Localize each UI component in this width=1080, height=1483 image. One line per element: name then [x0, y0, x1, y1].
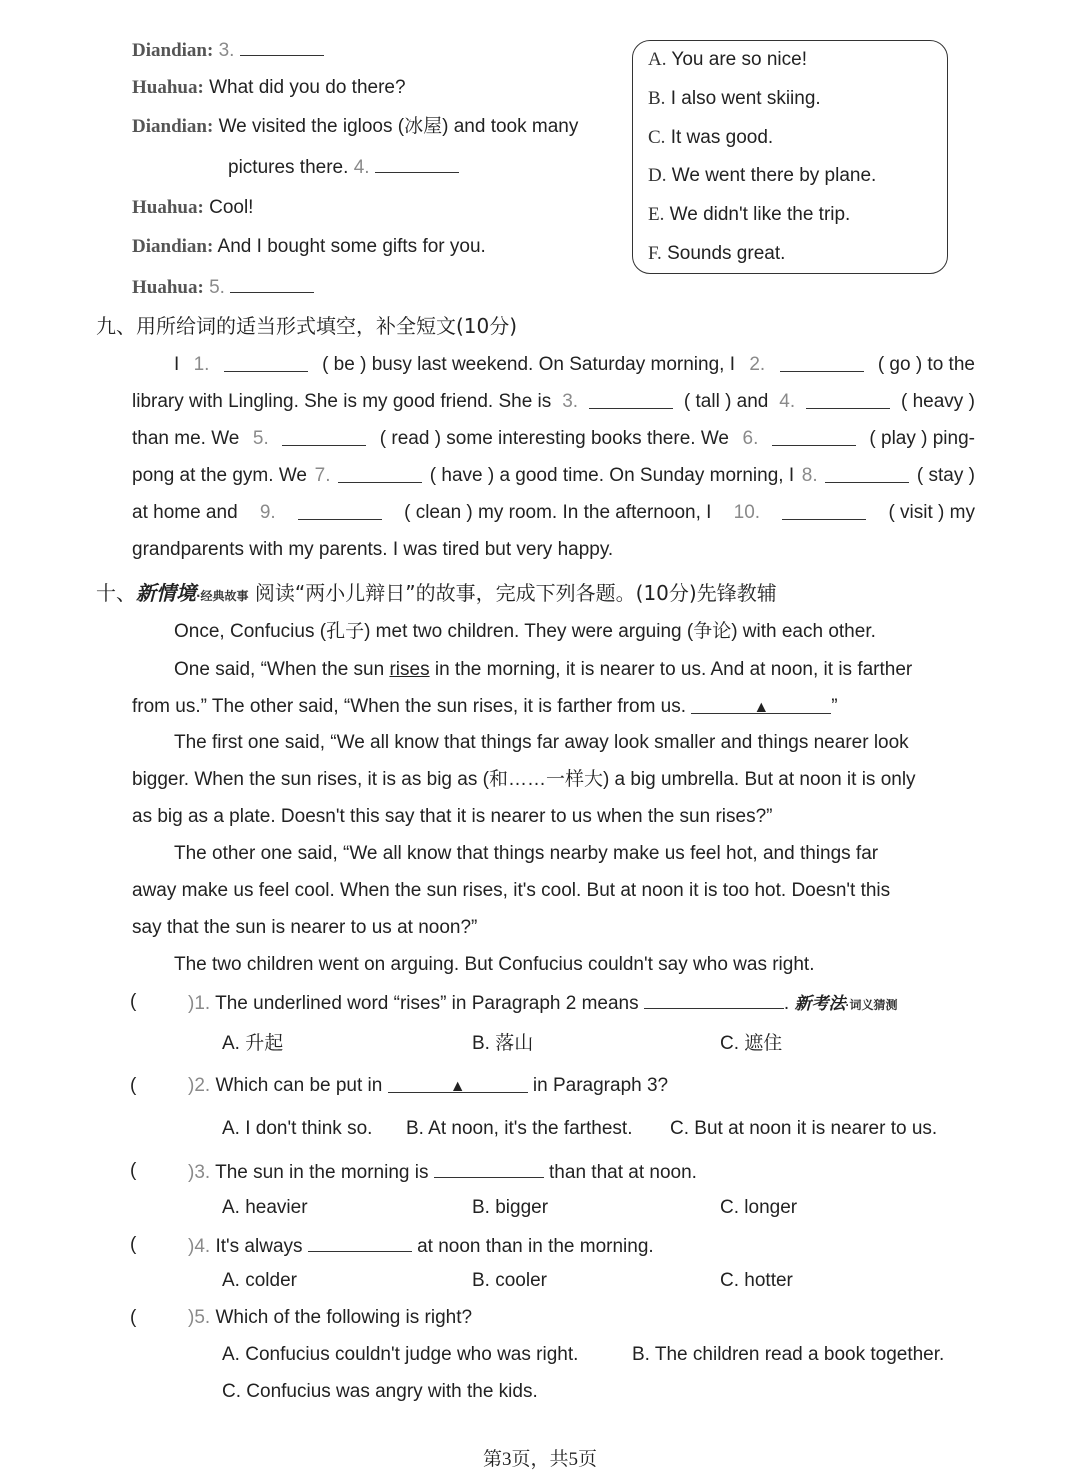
question-number: 3.: [218, 40, 235, 61]
question-number: 9.: [259, 502, 276, 523]
answer-blank[interactable]: [240, 37, 324, 56]
story-text: in the morning, it is nearer to us. And at noon, it is farther: [434, 659, 913, 680]
answer-paren[interactable]: (: [130, 1075, 137, 1096]
question-text: than that at noon.: [549, 1162, 697, 1183]
answer-blank[interactable]: [298, 501, 382, 520]
cloze-text: pong at the gym. We: [132, 465, 307, 486]
option-text: We went there by plane.: [671, 165, 877, 186]
option-c: [648, 126, 773, 150]
question-number: )5.: [188, 1307, 211, 1328]
question-text: in Paragraph 3?: [532, 1075, 669, 1096]
choice-a[interactable]: A. 升起: [222, 1033, 284, 1054]
question-number: 7.: [314, 465, 331, 486]
answer-blank[interactable]: [338, 464, 422, 483]
cloze-text: ( have ) a good time. On Sunday morning, I: [429, 465, 795, 486]
option-label: D.: [648, 165, 667, 186]
dialogue-text: What did you do there?: [209, 77, 406, 98]
question-4: [188, 1233, 654, 1259]
choice-c[interactable]: C. Confucius was angry with the kids.: [222, 1381, 538, 1402]
dialogue-line-2: [132, 76, 406, 100]
section-10-title: [96, 580, 777, 609]
question-number: 4.: [779, 391, 796, 412]
answer-blank[interactable]: [691, 695, 831, 714]
cloze-line-3: [132, 427, 975, 451]
question-number: 6.: [742, 428, 759, 449]
option-text: You are so nice!: [671, 49, 807, 70]
answer-paren[interactable]: (: [130, 1160, 137, 1181]
tag-new-context: 新情境: [136, 581, 196, 605]
story-paragraph-1: Once, Confucius (孔子) met two children. They were arguing (争论) with each other.: [174, 621, 876, 642]
choice-c[interactable]: C. longer: [720, 1197, 798, 1218]
question-number: )1.: [188, 993, 211, 1014]
answer-blank[interactable]: [282, 427, 366, 446]
question-number: )3.: [188, 1162, 211, 1183]
speaker: Diandian:: [132, 116, 214, 137]
story-paragraph-5: The two children went on arguing. But Confucius couldn't say who was right.: [174, 954, 815, 975]
choice-b[interactable]: B. 落山: [472, 1033, 534, 1054]
story-paragraph-4-line-2: away make us feel cool. When the sun rises, it's cool. But at noon it is too hot. Doesn't this: [132, 880, 891, 901]
speaker: Huahua:: [132, 277, 204, 298]
question-3: [188, 1159, 697, 1185]
question-2: [188, 1074, 668, 1098]
question-1: [188, 990, 897, 1017]
choice-b[interactable]: B. bigger: [472, 1197, 549, 1218]
dialogue-line-1: [132, 37, 324, 63]
question-number: 8.: [801, 465, 818, 486]
answer-blank[interactable]: [644, 990, 784, 1009]
answer-blank[interactable]: [780, 353, 864, 372]
answer-blank[interactable]: [308, 1233, 412, 1252]
answer-blank[interactable]: [782, 501, 866, 520]
option-label: C.: [648, 127, 666, 148]
dialogue-line-4: [228, 154, 459, 180]
dialogue-text: Cool!: [209, 197, 254, 218]
story-text: from us.” The other said, “When the sun rises, it is farther from us.: [132, 696, 687, 717]
question-number: 4.: [353, 157, 370, 178]
story-paragraph-2-line-1: [174, 658, 912, 682]
dialogue-line-7: [132, 274, 314, 300]
dialogue-line-6: [132, 235, 486, 259]
choice-c[interactable]: C. hotter: [720, 1270, 793, 1291]
answer-blank[interactable]: [230, 274, 314, 293]
answer-paren[interactable]: (: [130, 1307, 137, 1328]
answer-blank[interactable]: [806, 390, 890, 409]
speaker: Diandian:: [132, 40, 214, 61]
cloze-line-1: [132, 353, 975, 377]
page-footer: 第3页，共5页: [482, 1449, 597, 1470]
cloze-text: ( read ) some interesting books there. We: [379, 428, 729, 449]
story-text: One said, “When the sun: [174, 659, 385, 680]
question-text: Which of the following is right?: [215, 1307, 473, 1328]
cloze-line-5: [132, 501, 975, 525]
dialogue-line-5: [132, 196, 253, 220]
question-number: 3.: [562, 391, 579, 412]
option-text: I also went skiing.: [670, 88, 821, 109]
choice-a[interactable]: A. colder: [222, 1270, 297, 1291]
cloze-text: ( be ) busy last weekend. On Saturday morning, I: [322, 354, 736, 375]
triangle-marker-icon: ▲: [449, 1078, 466, 1095]
close-quote: ”: [831, 696, 838, 717]
option-f: [648, 242, 785, 266]
section-9-title: 九、用所给词的适当形式填空，补全短文(10分): [96, 314, 518, 338]
section-title-text: 阅读“两小儿辩日”的故事，完成下列各题。(10分)先锋教辅: [254, 581, 777, 605]
question-text: at noon than in the morning.: [417, 1236, 654, 1257]
cloze-text: ( clean ) my room. In the afternoon, I: [404, 502, 712, 523]
option-label: B.: [648, 88, 666, 109]
underlined-word: rises: [389, 659, 430, 680]
question-number: 10.: [733, 502, 761, 523]
option-a: [648, 48, 807, 72]
cloze-text: at home and: [132, 502, 238, 523]
story-paragraph-3-line-1: The first one said, “We all know that things far away look smaller and things nearer look: [174, 732, 909, 753]
answer-blank[interactable]: [825, 464, 909, 483]
answer-blank[interactable]: [434, 1159, 544, 1178]
question-text: It's always: [215, 1236, 303, 1257]
question-5: [188, 1306, 472, 1330]
option-e: [648, 203, 850, 227]
story-paragraph-4-line-3: say that the sun is nearer to us at noon?”: [132, 917, 478, 938]
speaker: Diandian:: [132, 236, 214, 257]
section-number: 十、: [96, 581, 136, 605]
answer-paren[interactable]: (: [130, 1234, 137, 1255]
dialogue-text: pictures there.: [228, 157, 349, 178]
choice-b[interactable]: B. At noon, it's the farthest.: [406, 1118, 633, 1139]
option-d: [648, 164, 876, 188]
answer-blank[interactable]: [589, 390, 673, 409]
triangle-marker-icon: ▲: [753, 699, 770, 716]
question-number: )4.: [188, 1236, 211, 1257]
cloze-text: library with Lingling. She is my good friend. She is: [132, 391, 552, 412]
cloze-text: ( go ) to the: [877, 354, 975, 375]
answer-blank[interactable]: [772, 427, 856, 446]
choice-a[interactable]: A. I don't think so.: [222, 1118, 373, 1139]
option-label: A.: [648, 49, 667, 70]
answer-blank[interactable]: [224, 353, 308, 372]
option-text: We didn't like the trip.: [669, 204, 851, 225]
question-text: The underlined word “rises” in Paragraph 2 means: [215, 993, 639, 1014]
option-label: E.: [648, 204, 665, 225]
cloze-text: I: [174, 354, 180, 375]
question-number: 5.: [209, 277, 225, 298]
option-b: [648, 87, 821, 111]
cloze-text: ( heavy ): [901, 391, 975, 412]
question-text: Which can be put in: [215, 1075, 383, 1096]
dialogue-line-3: [132, 115, 578, 139]
tag-classic-story: ·经典故事: [196, 589, 249, 603]
answer-blank[interactable]: [388, 1074, 528, 1093]
choice-a[interactable]: A. heavier: [222, 1197, 308, 1218]
dialogue-text: We visited the igloos (冰屋) and took many: [218, 116, 579, 137]
cloze-text: than me. We: [132, 428, 240, 449]
question-number: 2.: [749, 354, 766, 375]
cloze-line-4: [132, 464, 975, 488]
cloze-line-2: [132, 390, 975, 414]
choice-a[interactable]: A. Confucius couldn't judge who was right.: [222, 1344, 579, 1365]
tag-word-guess: ·词义猜测: [845, 998, 898, 1012]
answer-paren[interactable]: (: [130, 991, 137, 1012]
dialogue-text: And I bought some gifts for you.: [217, 236, 486, 257]
cloze-text: ( play ) ping-: [869, 428, 975, 449]
options-box: [632, 40, 948, 274]
question-text: The sun in the morning is: [215, 1162, 429, 1183]
story-paragraph-3-line-2: bigger. When the sun rises, it is as big as (和……一样大) a big umbrella. But at noon it is only: [132, 769, 916, 790]
choice-b[interactable]: B. cooler: [472, 1270, 547, 1291]
question-number: )2.: [188, 1075, 211, 1096]
story-paragraph-4-line-1: The other one said, “We all know that things nearby make us feel hot, and things far: [174, 843, 879, 864]
tag-new-method: 新考法: [794, 994, 846, 1013]
cloze-last-line: grandparents with my parents. I was tired but very happy.: [132, 539, 614, 560]
cloze-text: ( tall ) and: [683, 391, 769, 412]
choice-b[interactable]: B. The children read a book together.: [632, 1344, 945, 1365]
choice-c[interactable]: C. 遮住: [720, 1033, 783, 1054]
option-label: F.: [648, 243, 662, 264]
period: .: [783, 993, 790, 1014]
cloze-text: ( stay ): [916, 465, 975, 486]
option-text: Sounds great.: [667, 243, 786, 264]
option-text: It was good.: [670, 127, 774, 148]
speaker: Huahua:: [132, 77, 204, 98]
question-number: 1.: [193, 354, 210, 375]
choice-c[interactable]: C. But at noon it is nearer to us.: [670, 1118, 938, 1139]
cloze-text: ( visit ) my: [888, 502, 975, 523]
story-paragraph-2-line-2: [132, 695, 838, 719]
question-number: 5.: [252, 428, 269, 449]
story-paragraph-3-line-3: as big as a plate. Doesn't this say that it is nearer to us when the sun rises?”: [132, 806, 773, 827]
speaker: Huahua:: [132, 197, 204, 218]
answer-blank[interactable]: [375, 154, 459, 173]
